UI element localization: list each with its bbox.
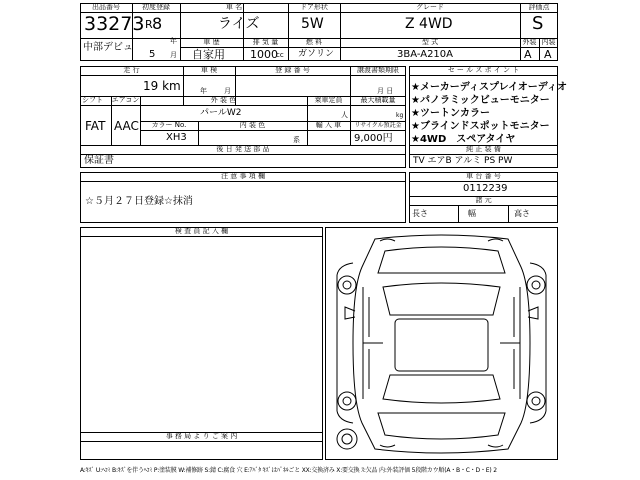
import-label: 輸 入 車: [315, 121, 342, 129]
registration-label: 登 録 番 号: [275, 66, 310, 74]
fuel: ガソリン: [298, 49, 335, 59]
debut-label: 中部デビュ: [83, 42, 133, 53]
length-label: 長さ: [412, 209, 428, 218]
recycle: 9,000円: [354, 133, 393, 144]
color-label: 外 装 色: [210, 96, 237, 104]
kg-unit: kg: [396, 112, 404, 119]
eval-label: 評価点: [528, 3, 550, 11]
grade: Z 4WD: [405, 16, 453, 32]
deadline-day-unit: 月 日: [377, 87, 394, 95]
displacement-label: 排 気 量: [252, 38, 279, 46]
legend-footer: A:ｷｽﾞ U:ﾍｺﾐ B:ｷｽﾞを伴うﾍｺﾐ P:塗装膜 W:補修跡 S:錆 C:腐食 穴 E:ｱﾊﾞﾀ ｷｽﾞはﾊﾟﾈﾙごと XX:交換済み X:要交換 ｽ:欠品 内:外装評価 5段階カウ順(A・B・C・D・E) 2: [80, 467, 497, 474]
cc-unit: cc: [276, 51, 284, 59]
inspector-label: 検 査 員 記 入 欄: [174, 227, 229, 235]
model: 3BA-A210A: [397, 49, 454, 60]
documents: 保証書: [84, 155, 114, 166]
office-label: 事 務 局 よ り ご 案 内: [165, 432, 238, 440]
sales-point-item: ★ブラインドスポットモニター: [411, 121, 550, 132]
documents-label: 後 日 発 送 部 品: [216, 145, 270, 153]
exterior-grade: A: [524, 48, 532, 61]
chassis-label: 車 台 番 号: [466, 172, 501, 180]
grade-label: グレード: [416, 3, 444, 11]
inspector-box: [80, 227, 323, 460]
equipment-label: 純 正 装 備: [466, 145, 501, 153]
first-reg-label: 初度登録: [142, 3, 170, 11]
ac-label: エアコン: [111, 96, 140, 104]
recycle-label: リサイクル預託金: [354, 122, 402, 129]
equipment: TV エアB アルミ PS PW: [413, 156, 513, 166]
size-label: 諸 元: [475, 196, 492, 204]
lot-label: 出品番号: [92, 3, 120, 11]
sales-point-item: ★ツートンカラー: [411, 108, 490, 119]
displacement: 1000: [250, 48, 278, 61]
inspection-year-unit: 年: [200, 87, 207, 95]
person-unit: 人: [341, 111, 348, 119]
eval-score: S: [532, 13, 544, 34]
sales-points-label: セ ー ル ス ポ イ ン ト: [447, 66, 520, 74]
color-no-label: カラー No.: [151, 121, 187, 129]
door-label: ドア形状: [300, 3, 328, 11]
car-name: ライズ: [218, 16, 260, 32]
inspection-month-unit: 月: [224, 87, 231, 95]
width-label: 幅: [468, 209, 476, 218]
color: パールW2: [200, 108, 242, 118]
interior-grade: A: [544, 48, 552, 61]
month-unit: 月: [170, 51, 177, 59]
door: 5W: [301, 16, 324, 32]
color-no: XH3: [166, 132, 187, 143]
sales-point-item: ★メーカーディスプレイオーディオ: [411, 82, 567, 93]
notes-label: 注 意 事 項 欄: [221, 172, 265, 180]
series-unit: 系: [293, 136, 300, 144]
shift: FAT: [85, 119, 106, 133]
lot-number: 33273: [84, 13, 145, 35]
model-label: 型 式: [421, 38, 439, 46]
inspection-label: 車 検: [200, 66, 218, 74]
sales-point-item: ★パノラミックビューモニター: [411, 95, 550, 106]
deadline-label: 譲渡書類期限: [357, 66, 399, 74]
year-unit: 年: [170, 37, 177, 45]
load-label: 最大積載量: [360, 96, 396, 104]
era-year: 8: [152, 14, 163, 33]
car-name-label: 車 名: [225, 3, 243, 11]
interior-label: 内装: [541, 38, 556, 46]
chassis-number: 0112239: [463, 183, 508, 194]
capacity-label: 乗車定員: [314, 96, 343, 104]
sales-point-item: ★4WD スペアタイヤ: [411, 134, 516, 145]
usage: 自家用: [192, 48, 225, 61]
era: R: [145, 18, 153, 31]
exterior-label: 外装: [522, 38, 537, 46]
mileage: 19 km: [143, 79, 181, 93]
interior-color-label: 内 装 色: [239, 121, 266, 129]
usage-label: 車 歴: [203, 38, 220, 46]
shift-label: シフト: [82, 96, 103, 104]
fuel-label: 燃 料: [305, 38, 323, 46]
month: 5: [149, 49, 156, 60]
notes: ☆５月２７日登録☆抹消: [85, 196, 193, 207]
ac: AAC: [114, 119, 139, 133]
car-diagram: [325, 227, 558, 460]
mileage-label: 走 行: [123, 66, 140, 74]
height-label: 高さ: [514, 209, 530, 218]
